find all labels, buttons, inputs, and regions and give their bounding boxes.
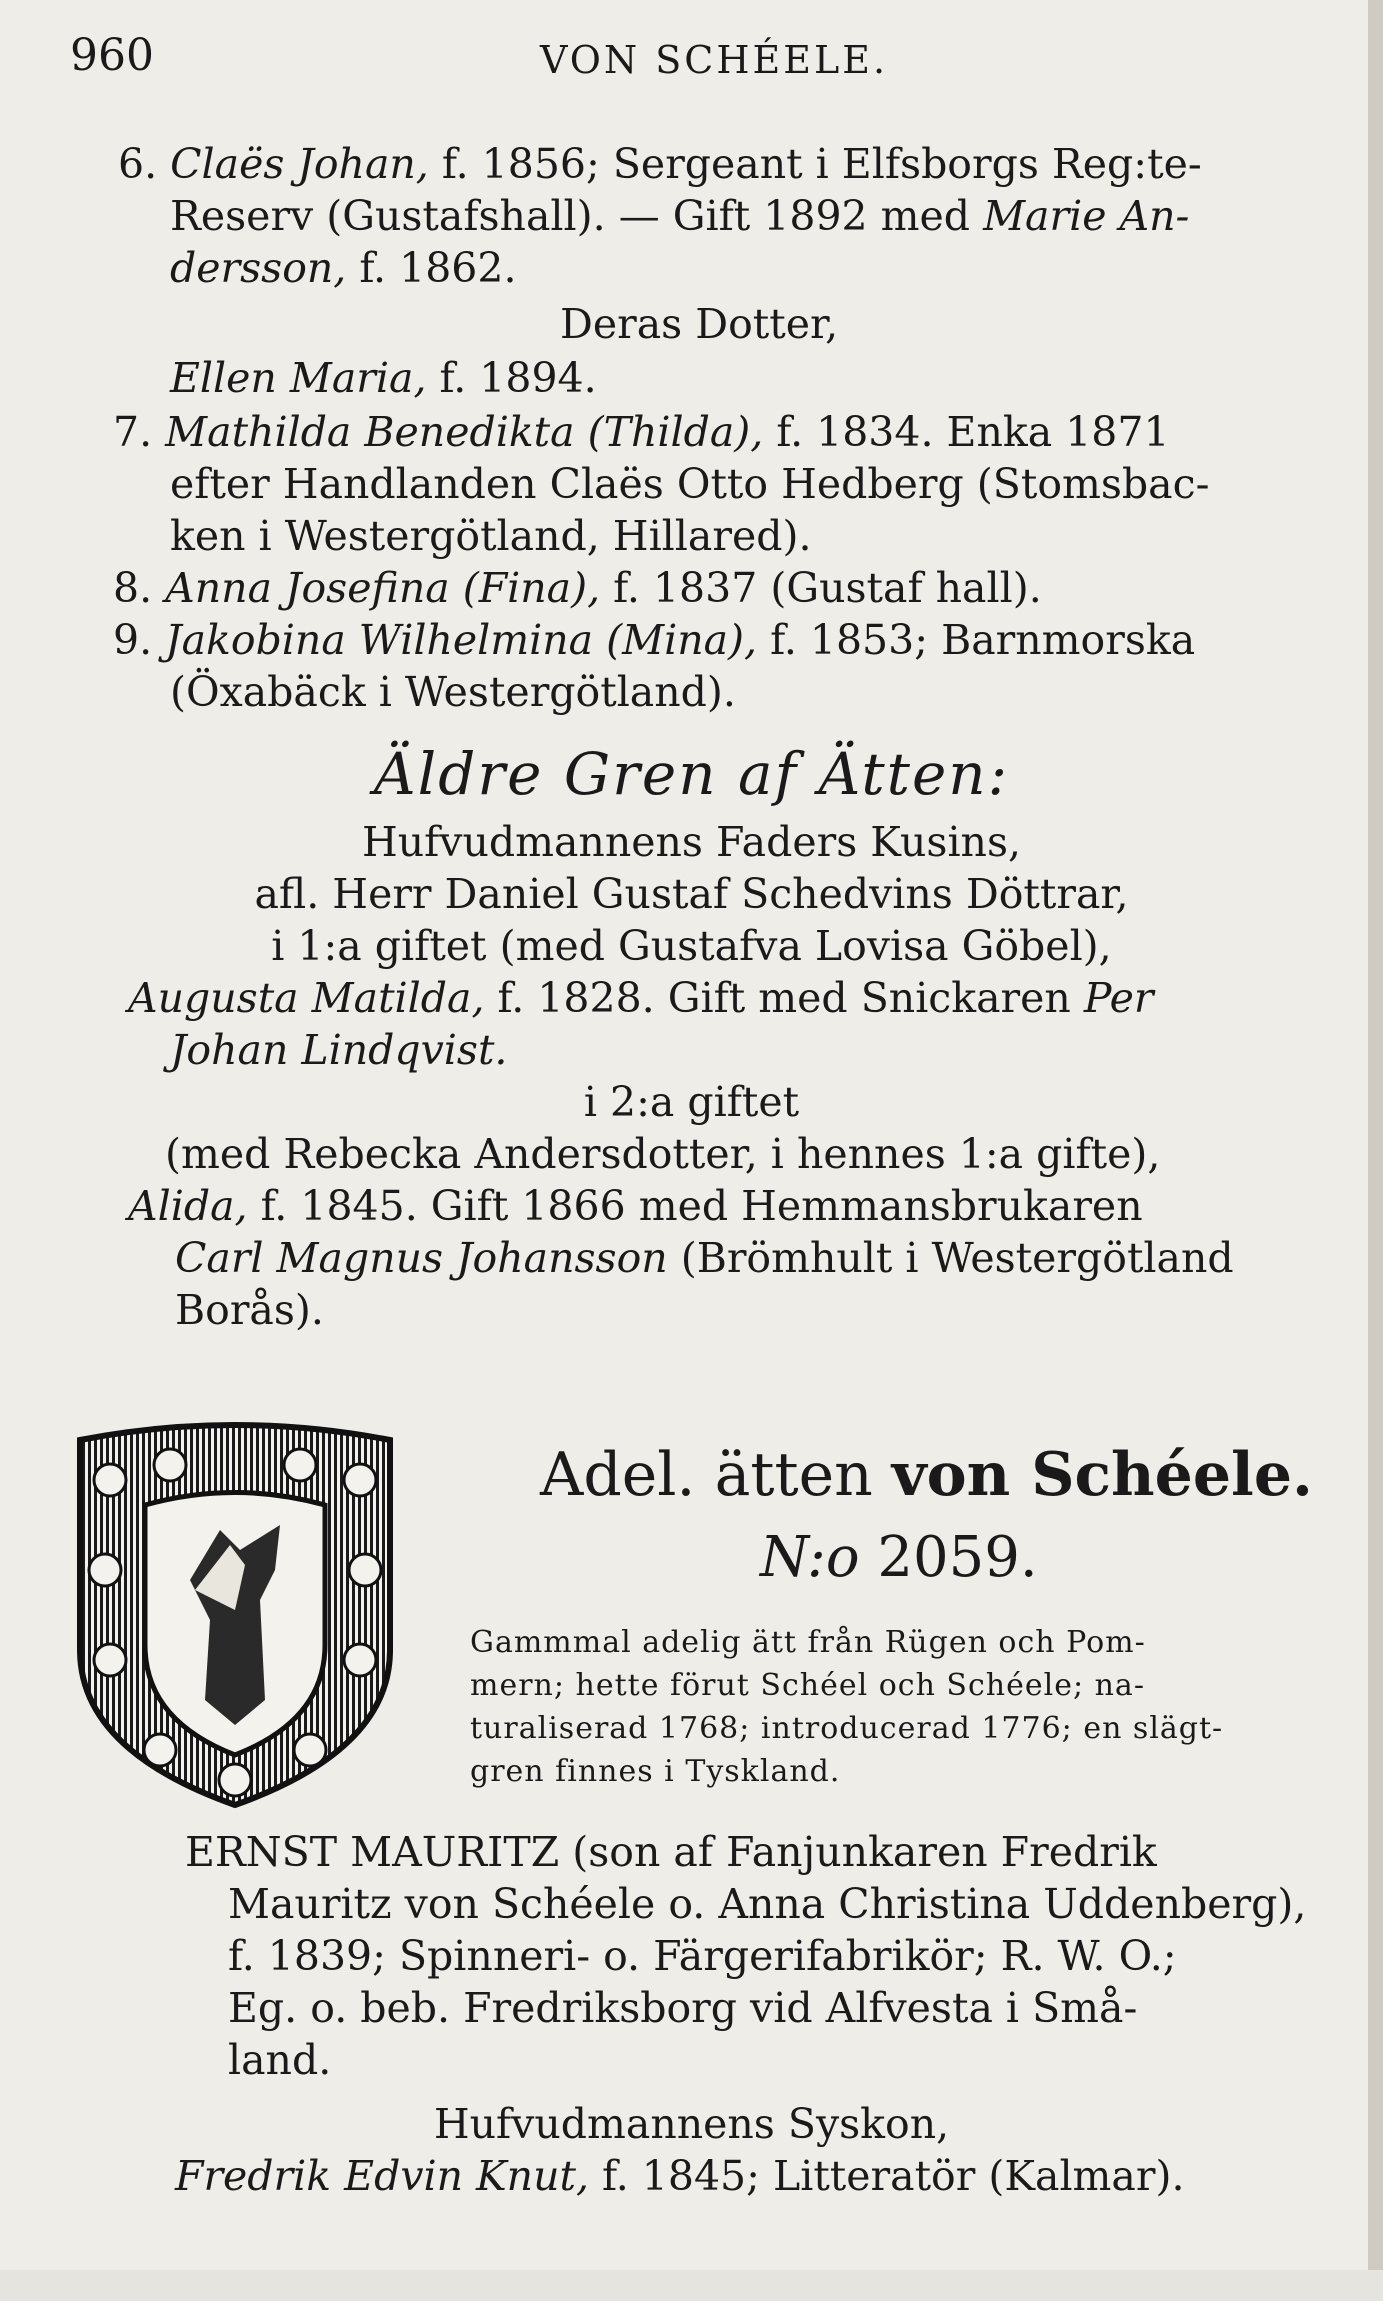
adel-desc-3: turaliserad 1768; introducerad 1776; en slägt-: [470, 1711, 1224, 1746]
text-run: (son af Fanjunkaren Fredrik: [559, 1828, 1157, 1876]
item-6-line-3: [170, 244, 517, 292]
ernst-line-2: [228, 1880, 1306, 1928]
text-run: efter Handlanden Claës Otto Hedberg (Stomsbac-: [170, 460, 1210, 508]
text-run: Anna Josefina (Fina),: [165, 564, 601, 612]
adel-title: [540, 1440, 1313, 1510]
adel-title-plain: Adel. ätten: [540, 1440, 892, 1510]
text-run: Marie An-: [983, 192, 1190, 240]
text-run: Claës Johan,: [170, 140, 429, 188]
running-title: VON SCHÉELE.: [540, 38, 889, 82]
page-header: [70, 30, 1310, 90]
scan-edge: [1368, 0, 1383, 2301]
text-run: Augusta Matilda,: [128, 974, 485, 1022]
cousins-line-2: afl. Herr Daniel Gustaf Schedvins Döttrar,: [254, 870, 1129, 918]
text-run: f. 1828. Gift med Snickaren: [484, 974, 1084, 1022]
alida-line-2: [175, 1234, 1234, 1282]
text-run: 7.: [113, 408, 166, 456]
alida-line-1: [128, 1182, 1143, 1230]
text-run: f. 1862.: [346, 244, 517, 292]
text-run: Per: [1083, 974, 1154, 1022]
section-heading: Äldre Gren af Ätten:: [373, 740, 1010, 808]
augusta-line-2: [170, 1026, 507, 1074]
text-run: Mathilda Benedikta (Thilda),: [165, 408, 764, 456]
ernst-line-5: [228, 2036, 331, 2084]
adel-desc-4: gren finnes i Tyskland.: [470, 1754, 841, 1789]
item-9-line-1: [113, 616, 1195, 664]
text-run: f. 1845. Gift 1866 med Hemmansbrukaren: [247, 1182, 1143, 1230]
text-run: f. 1894.: [426, 354, 597, 402]
cousins-line-1: Hufvudmannens Faders Kusins,: [361, 818, 1022, 866]
ellen-line: [170, 354, 597, 402]
text-run: Eg. o. beb. Fredriksborg vid Alfvesta i Små-: [228, 1984, 1138, 2032]
item-7-line-2: [170, 460, 1209, 508]
text-run: f. 1853; Barnmorska: [757, 616, 1196, 664]
item-6-line-2: [170, 192, 1189, 240]
adel-number-prefix: N:o: [760, 1525, 860, 1590]
item-6-line-1: [118, 140, 1202, 188]
syskon-heading: Hufvudmannens Syskon,: [433, 2100, 950, 2148]
page-number: 960: [70, 30, 154, 81]
text-run: Alida,: [128, 1182, 248, 1230]
text-run: f. 1845; Litteratör (Kalmar).: [588, 2152, 1185, 2200]
cousins-line-3: i 1:a giftet (med Gustafva Lovisa Göbel),: [271, 922, 1112, 970]
text-run: f. 1856; Sergeant i Elfsborgs Reg:te-: [428, 140, 1202, 188]
coat-of-arms-icon: [70, 1420, 400, 1810]
text-run: Borås).: [175, 1286, 324, 1334]
fredrik-line: [175, 2152, 1185, 2200]
text-run: Carl Magnus Johansson: [175, 1234, 668, 1282]
deras-dotter: Deras Dotter,: [560, 300, 839, 348]
augusta-line-1: [128, 974, 1153, 1022]
text-run: land.: [228, 2036, 332, 2084]
ernst-line-3: [228, 1932, 1177, 1980]
text-run: Johan Lindqvist.: [170, 1026, 508, 1074]
text-run: Reserv (Gustafshall). — Gift 1892 med: [170, 192, 984, 240]
text-run: f. 1834. Enka 1871: [763, 408, 1170, 456]
text-run: 8.: [113, 564, 166, 612]
text-run: ken i Westergötland, Hillared).: [170, 512, 812, 560]
text-run: (Öxabäck i Westergötland).: [170, 668, 736, 716]
cousins-line-5: (med Rebecka Andersdotter, i hennes 1:a gifte),: [165, 1130, 1161, 1178]
text-run: f. 1839; Spinneri- o. Färgerifabrikör; R. W. O.;: [228, 1932, 1177, 1980]
adel-number: [760, 1525, 1038, 1590]
item-9-line-2: [170, 668, 736, 716]
adel-desc-2: mern; hette förut Schéel och Schéele; na-: [470, 1668, 1145, 1703]
cousins-line-4: i 2:a giftet: [583, 1078, 800, 1126]
text-run: f. 1837 (Gustaf hall).: [600, 564, 1042, 612]
text-run: (Brömhult i Westergötland: [667, 1234, 1234, 1282]
text-run: Mauritz von Schéele o. Anna Christina Uddenberg),: [228, 1880, 1307, 1928]
text-run: Jakobina Wilhelmina (Mina),: [165, 616, 758, 664]
adel-desc-1: Gammmal adelig ätt från Rügen och Pom-: [470, 1625, 1146, 1660]
alida-line-3: [175, 1286, 324, 1334]
text-run: 6.: [118, 140, 171, 188]
adel-title-name: von Schéele.: [891, 1440, 1313, 1510]
text-run: dersson,: [170, 244, 347, 292]
adel-number-value: 2059.: [877, 1525, 1038, 1590]
item-7-line-1: [113, 408, 1170, 456]
text-run: Ellen Maria,: [170, 354, 427, 402]
ernst-line-4: [228, 1984, 1137, 2032]
item-7-line-3: [170, 512, 812, 560]
ernst-line-1: [185, 1828, 1157, 1876]
text-run: Fredrik Edvin Knut,: [175, 2152, 589, 2200]
bottom-strip: [0, 2270, 1383, 2301]
item-8-line-1: [113, 564, 1042, 612]
text-run: ERNST MAURITZ: [185, 1828, 560, 1876]
text-run: 9.: [113, 616, 166, 664]
